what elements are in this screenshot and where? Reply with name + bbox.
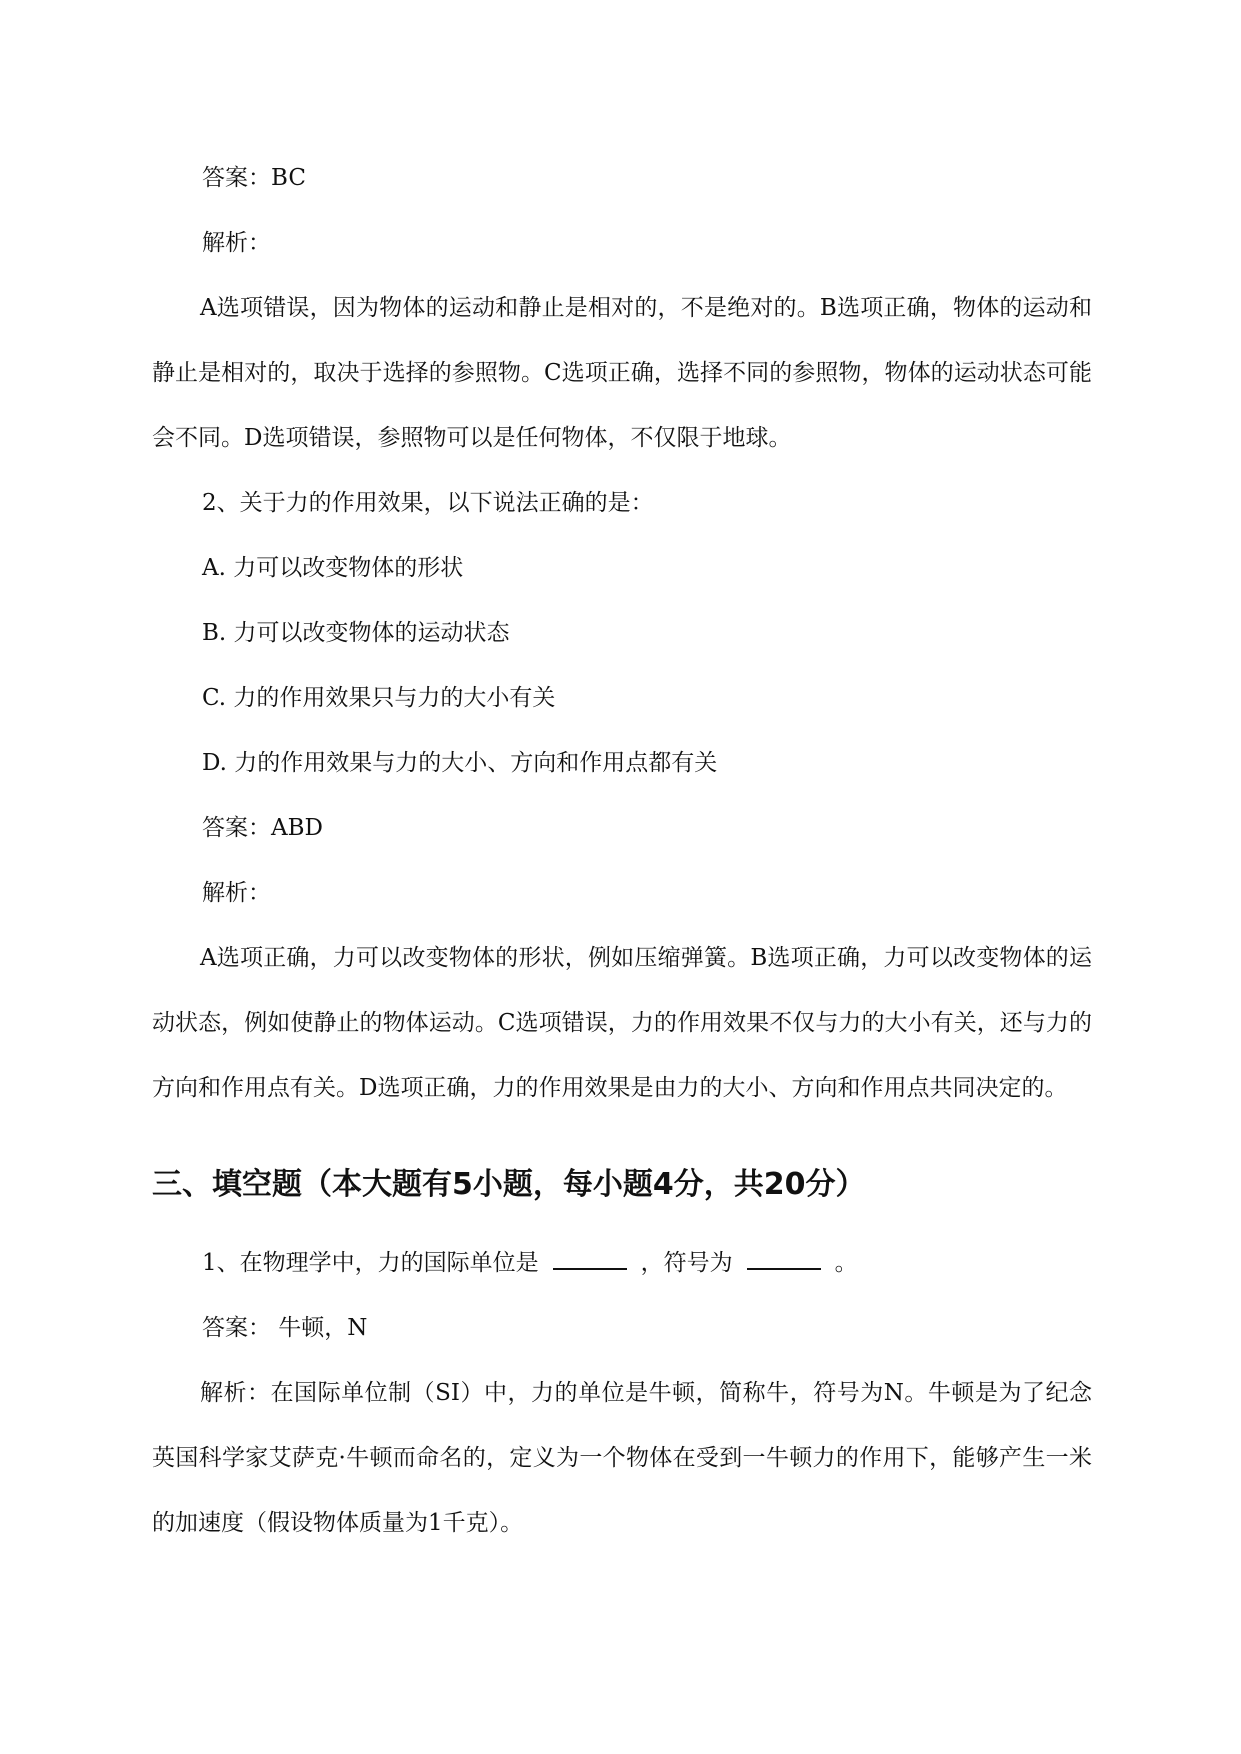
- fill-q1-analysis: 解析：在国际单位制（SI）中，力的单位是牛顿，简称牛，符号为N。牛顿是为了纪念英国科学家艾萨克·牛顿而命名的，定义为一个物体在受到一牛顿力的作用下，能够产生一米的加速度（假设物体质量为1千克）。: [152, 1380, 1092, 1536]
- document-content: [152, 146, 1092, 1556]
- q2-question: 2、关于力的作用效果，以下说法正确的是：: [202, 490, 654, 516]
- q2-option-a: A. 力可以改变物体的形状: [202, 555, 464, 581]
- q2-analysis-text: A选项正确，力可以改变物体的形状，例如压缩弹簧。B选项正确，力可以改变物体的运动状态，例如使静止的物体运动。C选项错误，力的作用效果不仅与力的大小有关，还与力的方向和作用点有关。D选项正确，力的作用效果是由力的大小、方向和作用点共同决定的。: [152, 945, 1092, 1101]
- fill-q1-answer: 答案： 牛顿，N: [202, 1315, 368, 1341]
- q2-option-d: D. 力的作用效果与力的大小、方向和作用点都有关: [202, 750, 718, 776]
- q1-analysis-label: 解析：: [202, 230, 271, 256]
- q2-option-b: B. 力可以改变物体的运动状态: [202, 620, 510, 646]
- q1-analysis-text: A选项错误，因为物体的运动和静止是相对的，不是绝对的。B选项正确，物体的运动和静止是相对的，取决于选择的参照物。C选项正确，选择不同的参照物，物体的运动状态可能会不同。D选项错误，参照物可以是任何物体，不仅限于地球。: [152, 295, 1092, 451]
- fill-q1-part3: 。: [834, 1250, 858, 1276]
- q2-option-c: C. 力的作用效果只与力的大小有关: [202, 685, 556, 711]
- fill-blank-1: [553, 1252, 627, 1270]
- q2-answer: 答案：ABD: [202, 815, 323, 841]
- q2-analysis-label: 解析：: [202, 880, 271, 906]
- fill-q1-question: [152, 1231, 1092, 1296]
- fill-q1-part1: 1、在物理学中，力的国际单位是: [202, 1250, 539, 1276]
- section3-heading: 三、填空题（本大题有5小题，每小题4分，共20分）: [152, 1167, 866, 1202]
- fill-q1-part2: ，符号为: [640, 1250, 733, 1276]
- fill-blank-2: [747, 1252, 821, 1270]
- q1-answer: 答案：BC: [202, 165, 306, 191]
